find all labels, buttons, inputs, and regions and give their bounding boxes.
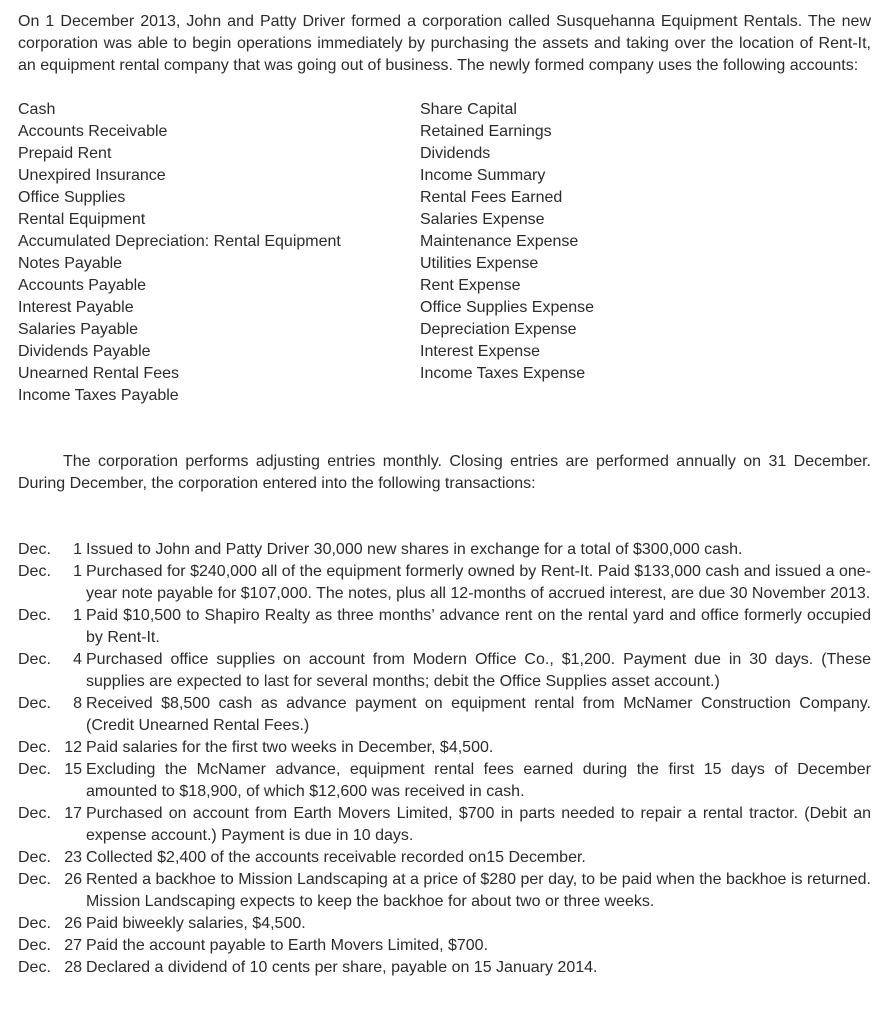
transaction-date <box>18 561 86 605</box>
transaction-day: 8 <box>73 695 82 712</box>
account-item: Salaries Expense <box>420 211 545 228</box>
transaction-day: 28 <box>64 959 82 976</box>
transaction-day: 26 <box>64 871 82 888</box>
account-item: Office Supplies <box>18 189 126 206</box>
transaction-date <box>18 605 86 649</box>
transaction-row <box>18 605 871 649</box>
accounts-right-column <box>420 99 594 407</box>
accounts-left-column <box>18 99 420 407</box>
transaction-row <box>18 693 871 737</box>
transaction-day: 1 <box>73 563 82 580</box>
transaction-description: Issued to John and Patty Driver 30,000 new shares in exchange for a total of $300,000 cash. <box>86 541 743 558</box>
transaction-row <box>18 737 871 759</box>
transaction-row <box>18 803 871 847</box>
transaction-row <box>18 957 871 979</box>
transaction-month: Dec. <box>18 695 51 712</box>
transaction-date <box>18 847 86 869</box>
transaction-month: Dec. <box>18 805 51 822</box>
account-item: Income Taxes Payable <box>18 387 179 404</box>
transaction-day: 17 <box>64 805 82 822</box>
transaction-month: Dec. <box>18 761 51 778</box>
account-item: Share Capital <box>420 101 517 118</box>
account-item: Depreciation Expense <box>420 321 577 338</box>
transaction-date <box>18 957 86 979</box>
transaction-day: 12 <box>64 739 82 756</box>
account-item: Rental Fees Earned <box>420 189 563 206</box>
transaction-description: Paid the account payable to Earth Movers Limited, $700. <box>86 937 489 954</box>
account-item: Salaries Payable <box>18 321 139 338</box>
transaction-date <box>18 539 86 561</box>
transaction-row <box>18 561 871 605</box>
transaction-month: Dec. <box>18 959 51 976</box>
transaction-row <box>18 913 871 935</box>
transaction-month: Dec. <box>18 739 51 756</box>
transaction-description: Excluding the McNamer advance, equipment rental fees earned during the first 15 days of December amounted to $18,900, of which $12,600 was received in cash. <box>86 761 871 800</box>
transaction-month: Dec. <box>18 915 51 932</box>
account-item: Rental Equipment <box>18 211 146 228</box>
account-item: Accounts Payable <box>18 277 147 294</box>
account-item: Rent Expense <box>420 277 521 294</box>
transaction-day: 1 <box>73 541 82 558</box>
transaction-description: Declared a dividend of 10 cents per share, payable on 15 January 2014. <box>86 959 598 976</box>
account-item: Interest Expense <box>420 343 541 360</box>
transaction-date <box>18 759 86 803</box>
account-item: Utilities Expense <box>420 255 539 272</box>
transaction-day: 27 <box>64 937 82 954</box>
account-item: Dividends Payable <box>18 343 151 360</box>
transaction-date <box>18 803 86 847</box>
transaction-date <box>18 869 86 913</box>
account-item: Retained Earnings <box>420 123 552 140</box>
chart-of-accounts <box>18 99 871 407</box>
transaction-description: Purchased on account from Earth Movers Limited, $700 in parts needed to repair a rental tractor. (Debit an expense account.) Payment is due in 10 days. <box>86 805 871 844</box>
account-item: Notes Payable <box>18 255 123 272</box>
transaction-description: Paid salaries for the first two weeks in December, $4,500. <box>86 739 494 756</box>
account-item: Unexpired Insurance <box>18 167 166 184</box>
transaction-row <box>18 935 871 957</box>
transaction-row <box>18 539 871 561</box>
transaction-row <box>18 759 871 803</box>
transaction-date <box>18 693 86 737</box>
transaction-date <box>18 935 86 957</box>
transaction-day: 1 <box>73 607 82 624</box>
account-item: Office Supplies Expense <box>420 299 595 316</box>
account-item: Dividends <box>420 145 491 162</box>
transaction-month: Dec. <box>18 937 51 954</box>
account-item: Accounts Receivable <box>18 123 168 140</box>
transaction-day: 26 <box>64 915 82 932</box>
account-item: Prepaid Rent <box>18 145 112 162</box>
adjusting-entries-paragraph: The corporation performs adjusting entries monthly. Closing entries are performed annually on 31 December. During December, the corporation entered into the following transactions: <box>18 453 871 492</box>
transaction-day: 23 <box>64 849 82 866</box>
transaction-row <box>18 649 871 693</box>
transaction-month: Dec. <box>18 871 51 888</box>
transaction-day: 15 <box>64 761 82 778</box>
transaction-month: Dec. <box>18 541 51 558</box>
account-item: Interest Payable <box>18 299 134 316</box>
account-item: Unearned Rental Fees <box>18 365 179 382</box>
transaction-day: 4 <box>73 651 82 668</box>
transaction-month: Dec. <box>18 849 51 866</box>
intro-paragraph: On 1 December 2013, John and Patty Driver formed a corporation called Susquehanna Equipment Rentals. The new corporation was able to begin operations immediately by purchasing the assets and taking over the location of Rent-It, an equipment rental company that was going out of business. The newly formed company uses the following accounts: <box>18 13 871 74</box>
transaction-description: Purchased office supplies on account from Modern Office Co., $1,200. Payment due in 30 days. (These supplies are expected to last for several months; debit the Office Supplies asset account.) <box>86 651 871 690</box>
account-item: Income Summary <box>420 167 546 184</box>
transaction-description: Received $8,500 cash as advance payment on equipment rental from McNamer Construction Company. (Credit Unearned Rental Fees.) <box>86 695 871 734</box>
account-item: Maintenance Expense <box>420 233 579 250</box>
transaction-description: Rented a backhoe to Mission Landscaping at a price of $280 per day, to be paid when the backhoe is returned. Mission Landscaping expects to keep the backhoe for about two or three weeks. <box>86 871 871 910</box>
account-item: Cash <box>18 101 56 118</box>
account-item: Income Taxes Expense <box>420 365 586 382</box>
transaction-month: Dec. <box>18 607 51 624</box>
transaction-description: Collected $2,400 of the accounts receivable recorded on15 December. <box>86 849 586 866</box>
transaction-month: Dec. <box>18 563 51 580</box>
transaction-date <box>18 649 86 693</box>
transaction-description: Purchased for $240,000 all of the equipment formerly owned by Rent-It. Paid $133,000 cash and issued a one-year note payable for $107,000. The notes, plus all 12-months of accrued interest, are due 30 November 2013. <box>86 563 871 602</box>
transaction-row <box>18 847 871 869</box>
transaction-date <box>18 737 86 759</box>
transaction-month: Dec. <box>18 651 51 668</box>
transaction-description: Paid biweekly salaries, $4,500. <box>86 915 306 932</box>
transaction-description: Paid $10,500 to Shapiro Realty as three months’ advance rent on the rental yard and office formerly occupied by Rent-It. <box>86 607 871 646</box>
account-item: Accumulated Depreciation: Rental Equipment <box>18 233 341 250</box>
transactions-list <box>18 539 871 979</box>
transaction-row <box>18 869 871 913</box>
transaction-date <box>18 913 86 935</box>
